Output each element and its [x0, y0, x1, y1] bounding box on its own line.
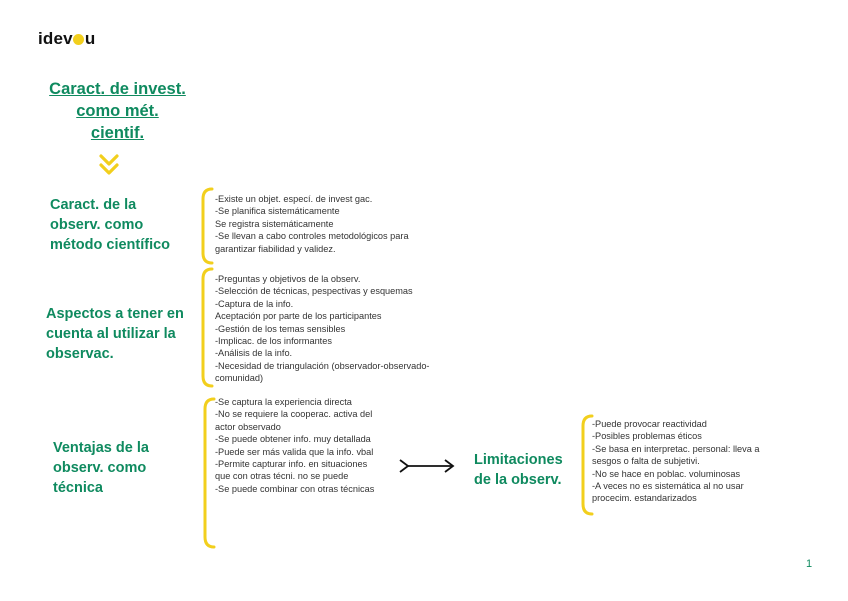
right-arrow-icon — [398, 458, 456, 474]
left-brace-icon — [202, 397, 216, 549]
section-title-line: cuenta al utilizar la — [46, 326, 176, 342]
section-title-ventajas — [53, 438, 149, 498]
logo-text-suffix: u — [84, 29, 96, 48]
logo-text-prefix: idev — [38, 29, 73, 48]
section-title-caract-observ — [50, 195, 170, 255]
section-title-line: observ. como — [50, 217, 144, 233]
list-item: -Se puede obtener info. muy detallada — [215, 434, 371, 445]
left-brace-icon — [200, 187, 214, 265]
main-title-line-3: cientif. — [90, 124, 145, 142]
page-number: 1 — [806, 558, 813, 570]
list-item: -Implicac. de los informantes — [215, 336, 332, 347]
main-title-line-1: Caract. de invest. — [49, 80, 186, 98]
list-item: -No se hace en poblac. voluminosas — [592, 468, 741, 479]
logo — [38, 29, 95, 49]
section-title-line: Caract. de la — [50, 197, 137, 213]
section-title-line: observ. como — [53, 460, 147, 476]
list-limitaciones — [592, 418, 777, 505]
list-item: Aceptación por parte de los participantes — [215, 311, 382, 322]
list-item: -Gestión de los temas sensibles — [215, 323, 346, 334]
list-item: -Se planifica sistemáticamente — [215, 206, 340, 217]
list-item: -Selección de técnicas, pespectivas y esquemas — [215, 286, 413, 297]
list-caract-observ — [215, 193, 430, 255]
list-item: -Captura de la info. — [215, 298, 294, 309]
section-title-line: técnica — [53, 480, 103, 496]
list-item: -Se llevan a cabo controles metodológicos para garantizar fiabilidad y validez. — [215, 231, 409, 254]
list-item: -Se puede combinar con otras técnicas — [215, 483, 375, 494]
section-title-line: de la observ. — [474, 472, 562, 488]
list-item: -Se basa en interpretac. personal: lleva a sesgos o falta de subjetivi. — [592, 443, 760, 467]
section-title-line: Ventajas de la — [53, 440, 149, 456]
main-title — [40, 78, 195, 144]
list-item: -Permite capturar info. en situaciones que con otras técni. no se puede — [215, 459, 368, 482]
list-ventajas — [215, 396, 375, 495]
section-title-line: observac. — [46, 346, 114, 362]
list-item: -Puede provocar reactividad — [592, 419, 707, 429]
left-brace-icon — [200, 267, 214, 388]
section-title-aspectos — [46, 304, 184, 364]
list-item: -Se captura la experiencia directa — [215, 397, 352, 407]
list-item: -Necesidad de triangulación (observador-observado-comunidad) — [215, 360, 430, 384]
main-title-line-2: como mét. — [76, 102, 159, 120]
section-title-line: método científico — [50, 237, 171, 253]
section-title-line: Limitaciones — [474, 452, 563, 468]
list-item: -Posibles problemas éticos — [592, 431, 702, 442]
list-item: -Preguntas y objetivos de la observ. — [215, 274, 361, 284]
section-title-limitaciones — [474, 450, 563, 490]
list-aspectos — [215, 273, 450, 385]
list-item: -Existe un objet. especí. de invest gac. — [215, 194, 373, 204]
list-item: -Puede ser más valida que la info. vbal — [215, 446, 374, 457]
list-item: -No se requiere la cooperac. activa del actor observado — [215, 409, 373, 432]
lightbulb-icon — [73, 34, 84, 45]
list-item: -Análisis de la info. — [215, 348, 293, 359]
double-chevron-down-icon — [99, 153, 119, 177]
list-item: -A veces no es sistemática al no usar procecim. estandarizados — [592, 481, 744, 504]
list-item: Se registra sistemáticamente — [215, 218, 334, 229]
section-title-line: Aspectos a tener en — [46, 306, 184, 322]
